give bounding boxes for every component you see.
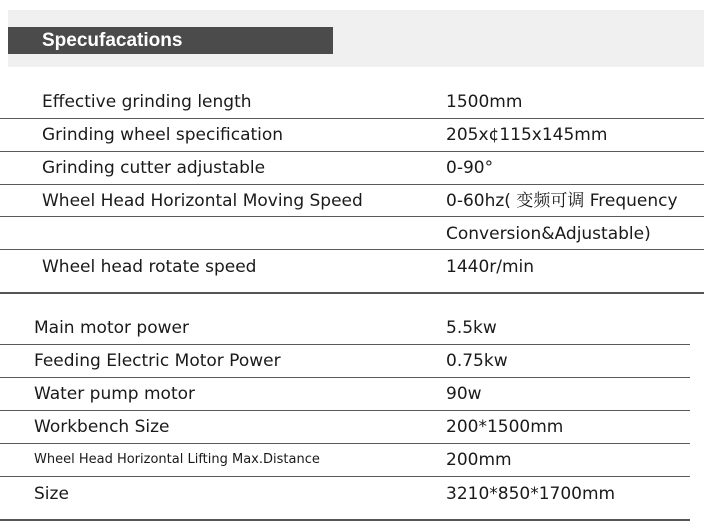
spec-label: Grinding wheel specification [42, 125, 284, 145]
spec-row-size [0, 478, 704, 510]
row-divider [0, 476, 690, 477]
spec-row-water-pump-motor [0, 378, 704, 410]
spec-row-main-motor-power [0, 312, 704, 344]
spec-label: Feeding Electric Motor Power [34, 351, 281, 371]
spec-label: Main motor power [34, 318, 189, 338]
spec-label: Wheel head rotate speed [42, 257, 257, 277]
spec-label: Water pump motor [34, 384, 195, 404]
spec-label: Workbench Size [34, 417, 170, 437]
spec-label: Size [34, 484, 69, 504]
spec-row-workbench-size [0, 411, 704, 443]
spec-value: 1440r/min [446, 257, 535, 277]
spec-row-grinding-cutter-adjustable [0, 152, 704, 184]
spec-label: Effective grinding length [42, 92, 252, 112]
row-divider [0, 216, 704, 217]
spec-label: Wheel Head Horizontal Moving Speed [42, 191, 363, 211]
spec-value: 1500mm [446, 92, 523, 112]
spec-value: 3210*850*1700mm [446, 484, 616, 504]
section-divider [0, 292, 704, 294]
spec-value: Conversion&Adjustable) [446, 224, 651, 244]
spec-value: 90w [446, 384, 482, 404]
spec-value: 0-90° [446, 158, 494, 178]
spec-value: 200mm [446, 450, 512, 470]
spec-row-wheel-head-moving-speed-continued [0, 218, 704, 250]
section-divider [0, 519, 690, 521]
row-divider [0, 249, 704, 250]
spec-value: 5.5kw [446, 318, 497, 338]
spec-value: 200*1500mm [446, 417, 564, 437]
spec-label: Grinding cutter adjustable [42, 158, 266, 178]
page-title: Specufacations [42, 30, 183, 51]
spec-label: Wheel Head Horizontal Lifting Max.Distance [34, 452, 320, 467]
spec-row-wheel-head-moving-speed [0, 185, 704, 217]
spec-row-lifting-max-distance [0, 444, 704, 476]
spec-value: 0-60hz( 变频可调 Frequency [446, 191, 678, 211]
spec-row-effective-grinding-length [0, 86, 704, 118]
spec-value: 205x¢115x145mm [446, 125, 608, 145]
spec-value: 0.75kw [446, 351, 508, 371]
spec-row-feeding-motor-power [0, 345, 704, 377]
spec-row-wheel-head-rotate-speed [0, 251, 704, 283]
spec-row-grinding-wheel-specification [0, 119, 704, 151]
